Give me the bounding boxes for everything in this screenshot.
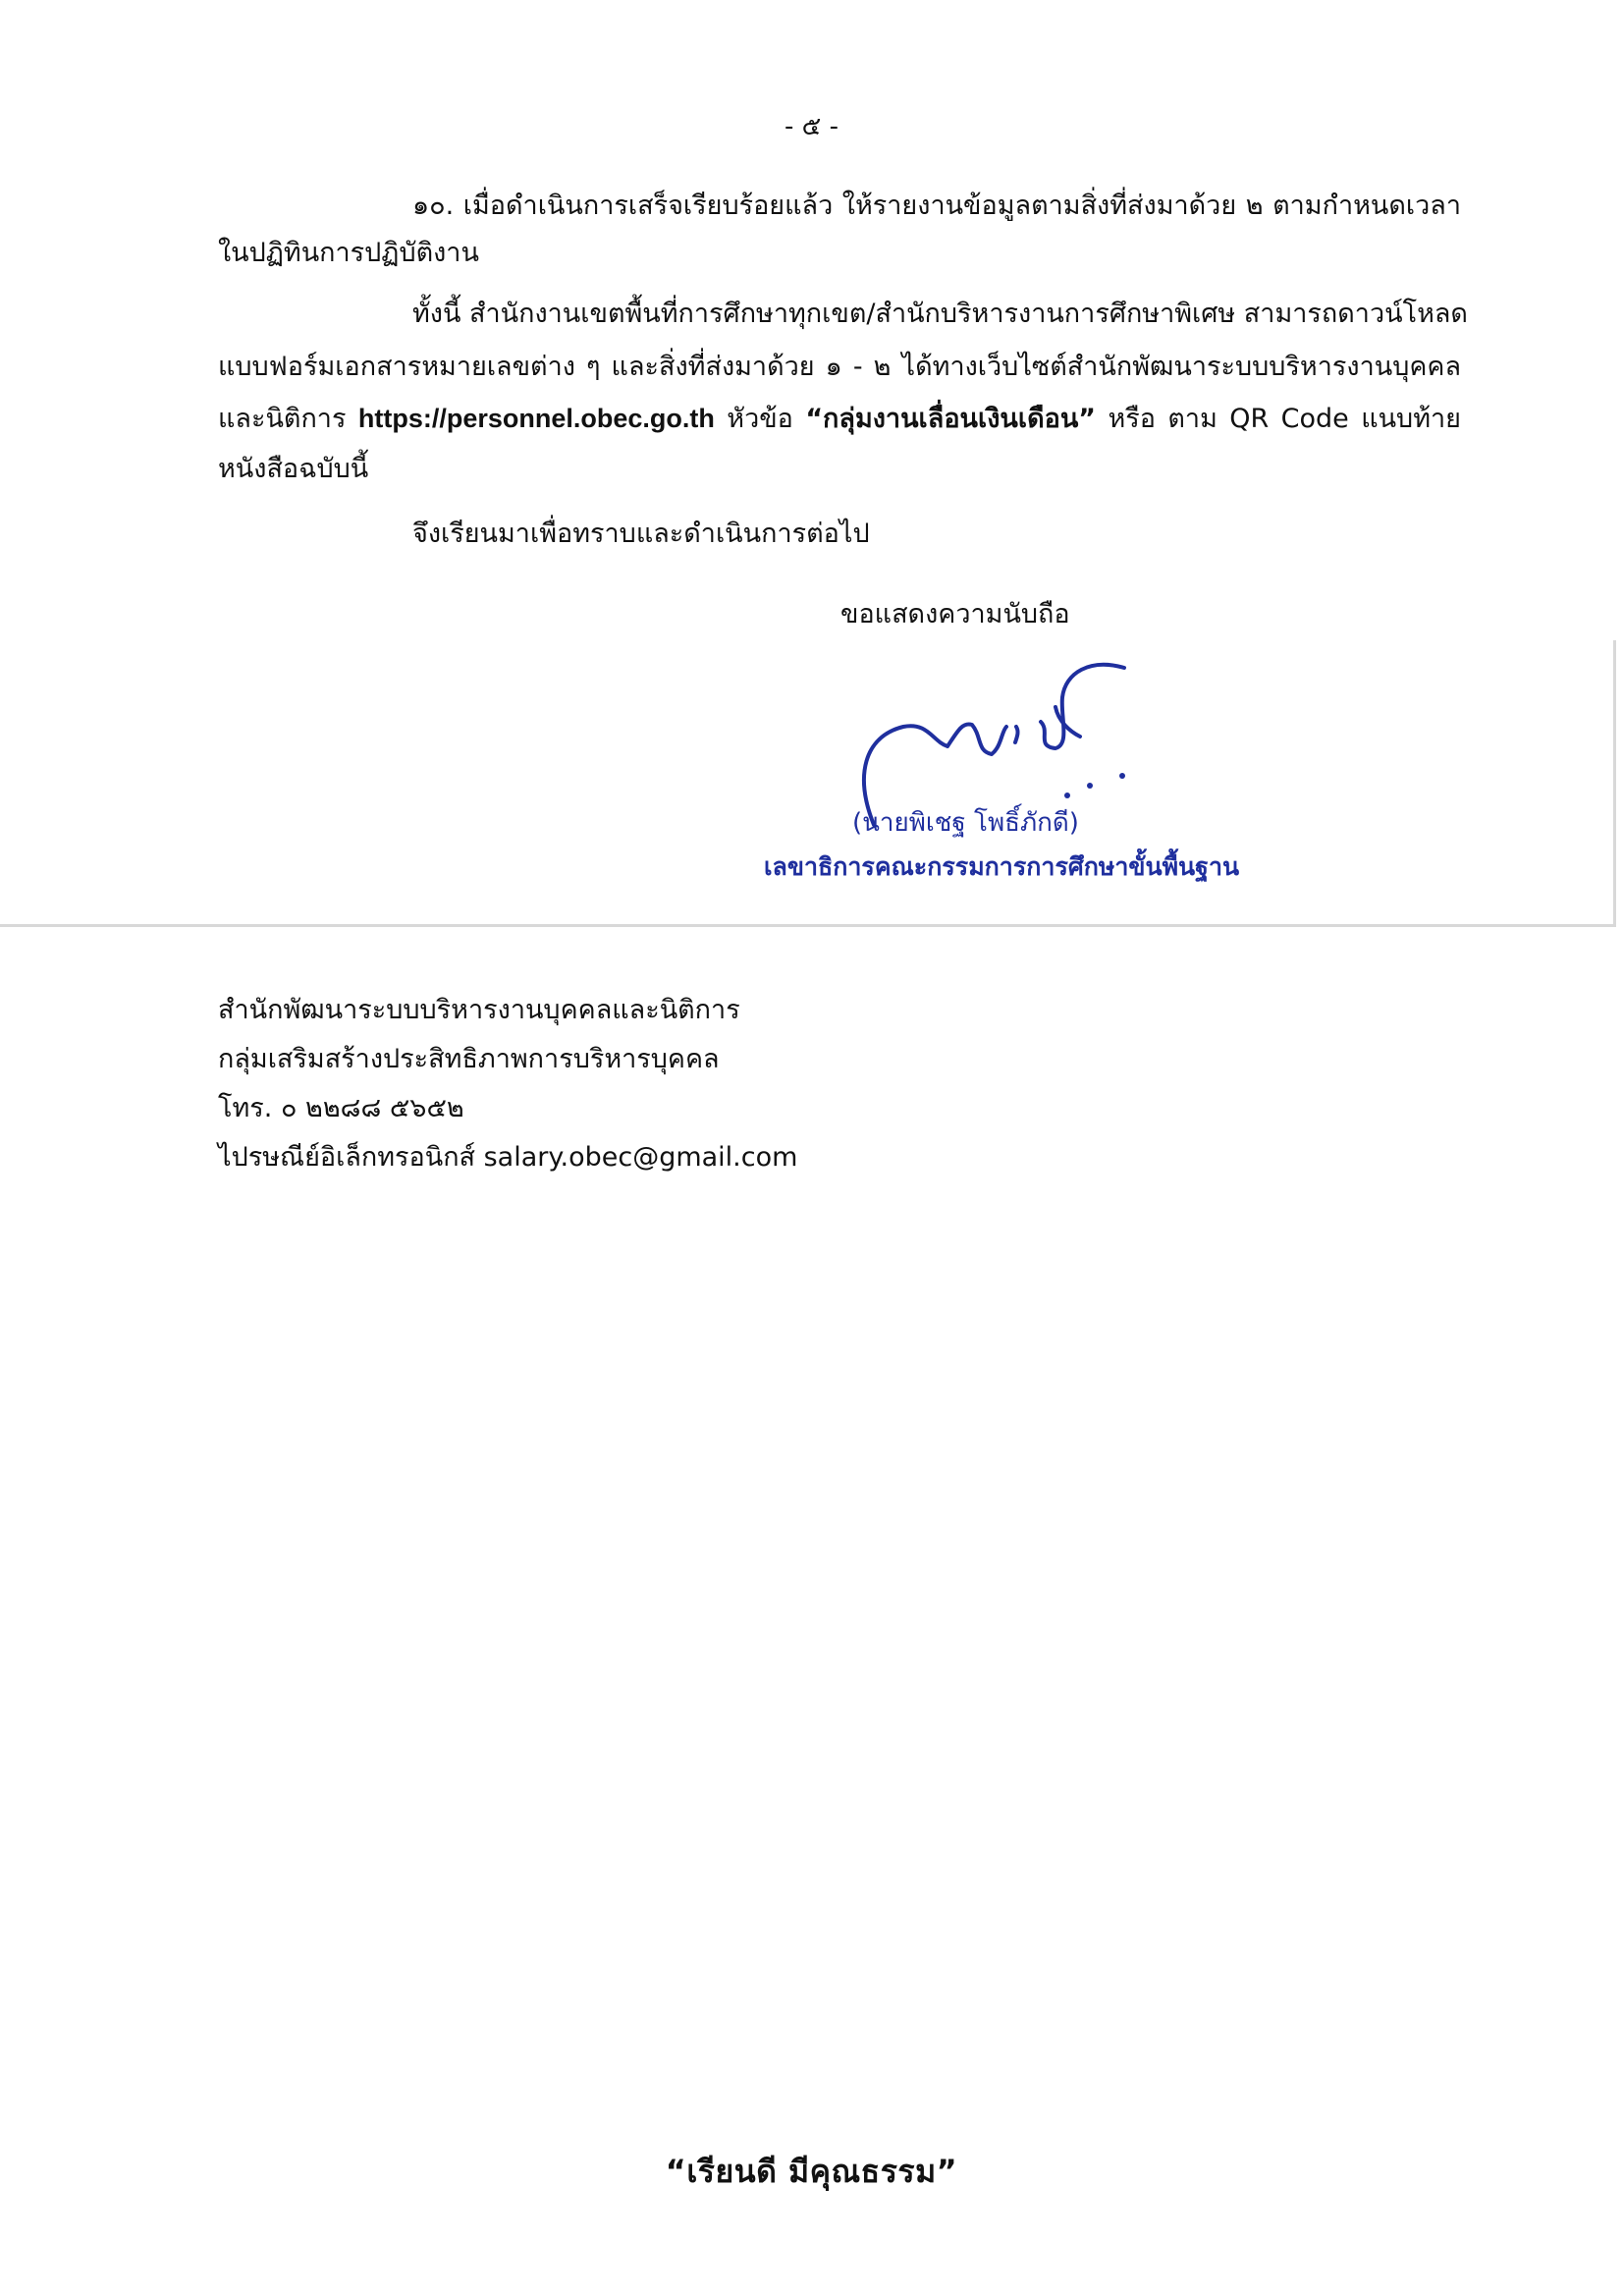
line3-suffix: หรือ ตาม QR Code แนบท้าย xyxy=(1108,404,1461,434)
closing-text: จึงเรียนมาเพื่อทราบและดำเนินการต่อไป xyxy=(412,519,870,549)
contact-phone: โทร. ๐ ๒๒๘๘ ๕๖๕๒ xyxy=(218,1093,464,1123)
contact-email: ไปรษณีย์อิเล็กทรอนิกส์ salary.obec@gmail.com xyxy=(218,1142,798,1173)
topic-title: “กลุ่มงานเลื่อนเงินเดือน” xyxy=(805,404,1097,434)
signer-position: เลขาธิการคณะกรรมการการศึกษาขั้นพื้นฐาน xyxy=(764,852,1240,881)
website-link[interactable]: https://personnel.obec.go.th xyxy=(357,404,715,433)
download-para-line4: หนังสือฉบับนี้ xyxy=(218,454,369,484)
item10-line2: ในปฏิทินการปฏิบัติงาน xyxy=(218,238,479,268)
contact-group: กลุ่มเสริมสร้างประสิทธิภาพการบริหารบุคคล xyxy=(218,1044,720,1074)
download-para-line3 xyxy=(218,399,1461,439)
page-number: - ๕ - xyxy=(784,112,839,141)
line3-prefix: และนิติการ xyxy=(218,404,347,434)
contact-office: สำนักพัฒนาระบบบริหารงานบุคคลและนิติการ xyxy=(218,995,740,1025)
item10-line1: ๑๐. เมื่อดำเนินการเสร็จเรียบร้อยแล้ว ให้รายงานข้อมูลตามสิ่งที่ส่งมาด้วย ๒ ตามกำหนดเวลา xyxy=(412,191,1461,221)
download-para-line2: แบบฟอร์มเอกสารหมายเลขต่าง ๆ และสิ่งที่ส่งมาด้วย ๑ - ๒ ได้ทางเว็บไซต์สำนักพัฒนาระบบบริหารงานบุคคล xyxy=(218,352,1461,382)
signature-box xyxy=(0,640,1616,927)
contact-block xyxy=(218,986,797,1182)
topic-label: หัวข้อ xyxy=(727,404,793,434)
download-para-line1: ทั้งนี้ สำนักงานเขตพื้นที่การศึกษาทุกเขต/สำนักบริหารงานการศึกษาพิเศษ สามารถดาวน์โหลด xyxy=(412,299,1468,329)
footer-motto: “เรียนดี มีคุณธรรม” xyxy=(665,2153,958,2190)
regards-text: ขอแสดงความนับถือ xyxy=(840,599,1070,629)
signer-name: (นายพิเชฐ โพธิ์ภักดี) xyxy=(852,808,1079,838)
